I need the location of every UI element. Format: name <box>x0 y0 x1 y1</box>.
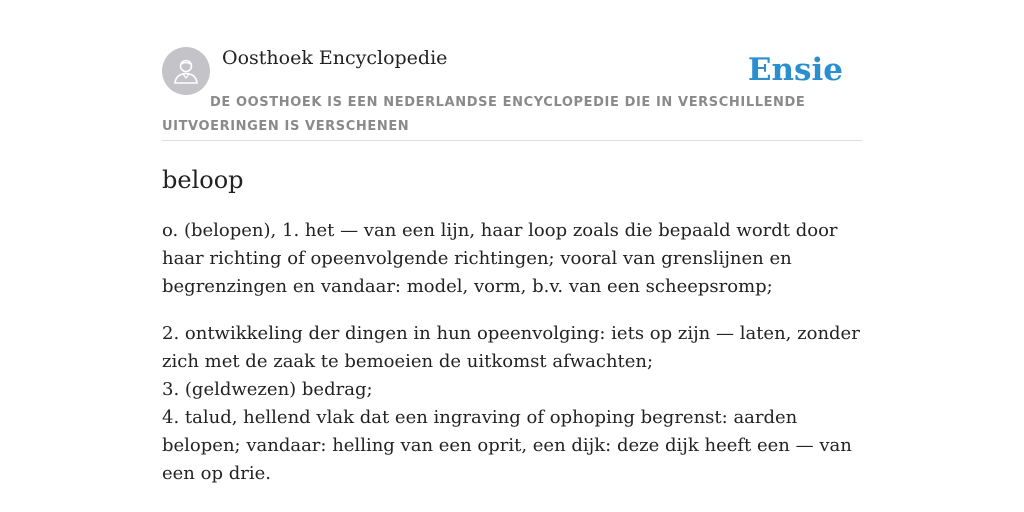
entry-definition <box>162 217 862 488</box>
source-header <box>162 46 862 141</box>
source-name-link[interactable]: Oosthoek Encyclopedie <box>222 47 448 69</box>
definition-paragraph-1: o. (belopen), 1. het — van een lijn, haar loop zoals die bepaald wordt door haar richting of opeenvolgende richtingen; vooral van grenslijnen en begrenzingen en vandaar: model, vorm, b.v. van een scheepsromp; <box>162 220 838 297</box>
user-icon <box>172 57 200 85</box>
source-tagline: DE OOSTHOEK IS EEN NEDERLANDSE ENCYCLOPEDIE DIE IN VERSCHILLENDE UITVOERINGEN IS VERSCHENEN <box>162 95 806 134</box>
definition-paragraph-2 <box>162 320 862 488</box>
entry-card <box>162 46 862 507</box>
brand-logo[interactable]: Ensie <box>747 52 843 88</box>
definition-line-2: 2. ontwikkeling der dingen in hun opeenvolging: iets op zijn — laten, zonder zich met de zaak te bemoeien de uitkomst afwachten; <box>162 323 860 372</box>
entry-term: beloop <box>162 166 244 194</box>
definition-line-4: 4. talud, hellend vlak dat een ingraving of ophoping begrenst: aarden belopen; vandaar: helling van een oprit, een dijk: deze dijk heeft een — van een op drie. <box>162 407 852 484</box>
source-avatar[interactable] <box>162 47 210 95</box>
definition-line-3: 3. (geldwezen) bedrag; <box>162 379 373 400</box>
